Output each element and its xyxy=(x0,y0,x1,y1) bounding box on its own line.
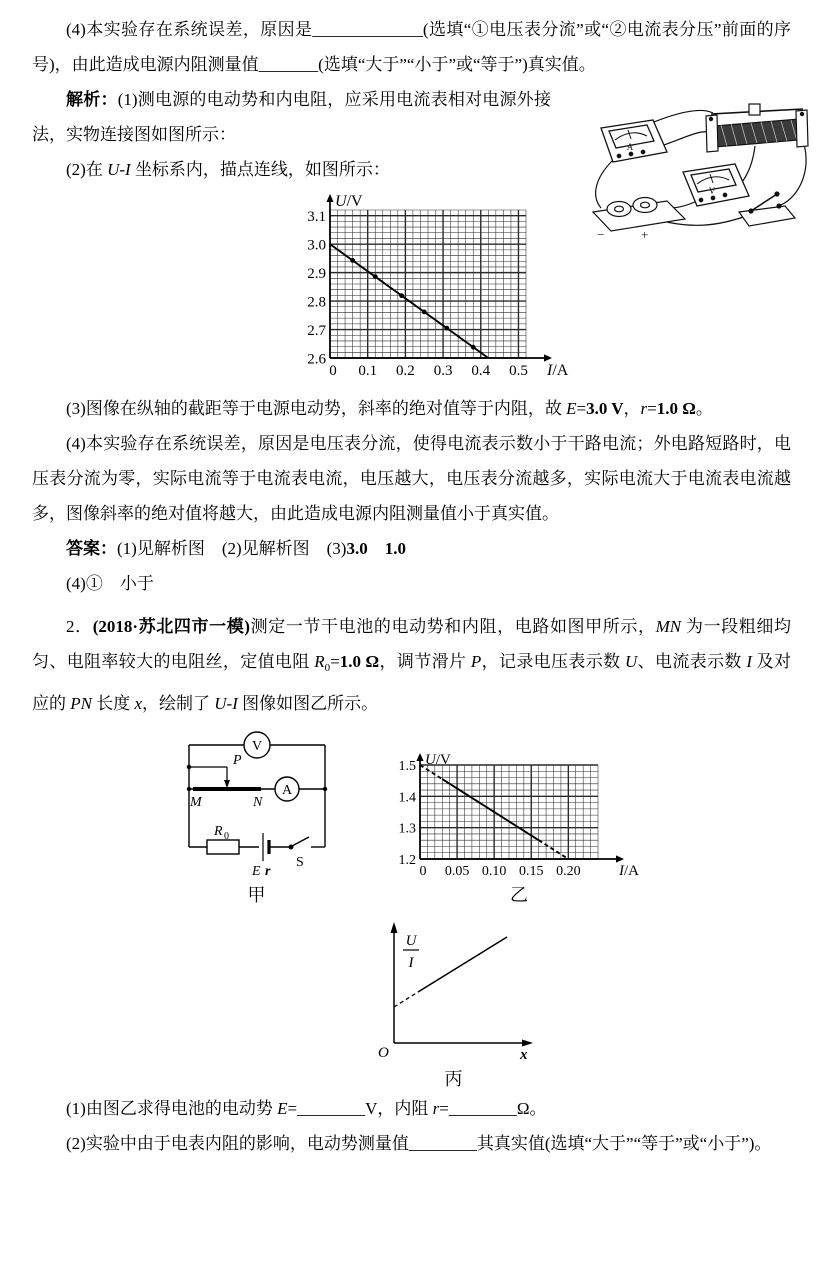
text-segment: 长度 xyxy=(91,694,135,713)
text-segment: (2)在 xyxy=(66,160,108,179)
text-segment: = xyxy=(330,652,340,671)
y-tick-label: 1.4 xyxy=(398,790,416,806)
ammeter-illustration xyxy=(601,120,667,162)
text-segment: 。 xyxy=(695,399,713,418)
text-segment: 及对应的 xyxy=(32,652,792,713)
x-axis-arrow xyxy=(522,1040,533,1047)
emf-label: E xyxy=(252,864,261,879)
caption-yi: 乙 xyxy=(510,885,528,905)
text-segment: (1)由图乙求得电池的电动势 xyxy=(66,1099,278,1118)
battery-minus-label: − xyxy=(597,227,605,240)
resistor-R0-symbol xyxy=(207,840,239,854)
internal-r-label: r xyxy=(265,864,271,879)
xlabel: x xyxy=(519,1047,527,1063)
rheostat-slider xyxy=(749,104,760,115)
terminal xyxy=(709,117,712,120)
x-axis-label: I/A xyxy=(546,362,568,379)
data-point xyxy=(444,326,449,331)
circuit-labels xyxy=(189,739,304,879)
text-segment: ，调节滑片 xyxy=(379,652,471,671)
text-segment: r xyxy=(432,1099,440,1118)
answer-line1 xyxy=(32,531,791,566)
x-tick-label: 0.2 xyxy=(395,363,415,379)
terminal xyxy=(723,193,726,196)
x-tick-label: 0.3 xyxy=(433,363,452,379)
switch-label: S xyxy=(296,855,304,870)
switch-knob xyxy=(775,192,779,196)
rheostat-illustration xyxy=(706,104,808,152)
y-tick-label: 1.5 xyxy=(398,759,416,775)
circuit-jia-svg xyxy=(169,729,344,881)
text-segment: MN xyxy=(655,617,682,636)
text-segment: 为一段粗细均匀、电阻率较大的电阻丝，定值电阻 xyxy=(32,617,792,671)
voltmeter-illustration xyxy=(683,164,749,206)
axes xyxy=(416,753,624,863)
figure-chart-bing xyxy=(344,915,564,1091)
text-segment: =________ xyxy=(439,1099,517,1118)
voltmeter-letter: V xyxy=(708,186,716,196)
switch-base xyxy=(739,206,795,226)
terminal xyxy=(617,154,620,157)
switch-post xyxy=(777,204,781,208)
x-tick-label: 0 xyxy=(419,864,427,879)
m-label: M xyxy=(190,795,202,810)
apparatus-photo-svg xyxy=(587,100,817,240)
text-segment: (1)测电源的电动势和内电阻，应采用电流表相对电源外接法，实物连接图如图所示： xyxy=(32,90,551,144)
y-tick-label: 1.3 xyxy=(398,821,416,837)
ammeter-letter: A xyxy=(626,142,634,152)
text-segment: ，绘制了 xyxy=(142,694,215,713)
text-segment: 2． xyxy=(66,617,93,636)
x-tick-label: 0.15 xyxy=(519,864,544,879)
voltmeter-label: V xyxy=(251,739,263,754)
terminal xyxy=(711,196,714,199)
text-segment: =________ xyxy=(287,1099,366,1118)
data-line-dashed xyxy=(394,992,418,1007)
question1-part4: (4)本实验存在系统误差，原因是_____________(选填“①电压表分流”或“②电流表分压”前面的序号)，由此造成电源内阻测量值_______(选填“大于”“小于”或“等于”)真实值。 xyxy=(32,20,791,74)
y-axis-label: U/V xyxy=(334,193,363,210)
x-tick-label: 0.4 xyxy=(470,363,490,379)
caption-bing: 丙 xyxy=(444,1069,463,1089)
tick-labels xyxy=(307,209,528,379)
r0-sub-label: 0 xyxy=(224,831,229,842)
data-point xyxy=(350,258,355,263)
answer-line2: (4)① 小于 xyxy=(66,574,154,593)
y-tick-label: 2.7 xyxy=(306,322,326,339)
text-segment: ， xyxy=(623,399,641,418)
ui-chart-1-svg xyxy=(284,192,584,388)
x-tick-label: 0 xyxy=(328,363,337,379)
text-segment: = xyxy=(647,399,657,418)
text-segment: 图像如图乙所示。 xyxy=(237,694,379,713)
slider-label: P xyxy=(233,753,242,768)
x-tick-label: 0.20 xyxy=(556,864,581,879)
text-segment: P xyxy=(470,652,482,671)
question2-part1 xyxy=(32,1091,791,1126)
text-segment: = xyxy=(576,399,587,418)
text-segment: ，记录电压表示数 xyxy=(481,652,626,671)
battery-plus-label: + xyxy=(641,227,649,240)
n-label: N xyxy=(253,795,263,810)
text-segment: 坐标系内，描点连线，如图所示： xyxy=(130,160,390,179)
switch-illustration xyxy=(739,192,795,226)
grid xyxy=(420,765,598,859)
text-segment: 答案： xyxy=(66,539,117,558)
ammeter-label: A xyxy=(281,783,293,798)
text-segment: U-I xyxy=(214,694,238,713)
y-axis-label: U/V xyxy=(425,752,451,768)
wire xyxy=(596,160,613,208)
y-axis-arrow xyxy=(390,922,397,933)
battery-cell-cap xyxy=(615,206,624,212)
x-tick-label: 0.5 xyxy=(508,363,528,379)
apparatus-photo xyxy=(587,100,817,240)
y-tick-label: 3.1 xyxy=(306,209,326,226)
terminal xyxy=(629,152,632,155)
chart-bing-svg xyxy=(344,915,564,1065)
analysis-intro xyxy=(32,82,551,152)
text-segment: (2018·苏北四市一模) xyxy=(92,617,250,636)
data-point xyxy=(372,274,377,279)
terminal xyxy=(800,112,803,115)
text-segment: (1)见解析图 (2)见解析图 (3) xyxy=(117,539,347,558)
battery-holder-illustration xyxy=(593,198,685,241)
text-segment: x xyxy=(134,694,143,713)
junction-dot xyxy=(187,787,191,791)
figure-chart-bing-wrap xyxy=(32,915,791,1091)
text-segment: PN xyxy=(70,694,92,713)
text-segment: I xyxy=(746,652,753,671)
grid xyxy=(330,210,526,358)
y-tick-label: 2.9 xyxy=(306,266,326,283)
ui-chart-2-svg xyxy=(384,751,654,881)
question2-intro xyxy=(32,609,791,721)
data-point xyxy=(399,293,404,298)
analysis-step4: (4)本实验存在系统误差，原因是电压表分流，使得电流表示数小于干路电流；外电路短路时，电压表分流为零，实际电流等于电流表电流，电压越大，电压表分流越多，实际电流大于电流表电流越多，图像斜率的绝对值将越大，由此造成电源内阻测量值小于真实值。 xyxy=(32,434,791,523)
text-segment: 1.0 Ω xyxy=(339,652,380,671)
analysis-step3 xyxy=(32,391,791,426)
y-tick-label: 1.2 xyxy=(398,853,416,869)
text-segment: 、电流表示数 xyxy=(637,652,747,671)
axis-labels xyxy=(335,193,569,379)
junction-dot xyxy=(323,787,327,791)
wire xyxy=(781,144,806,205)
text-segment: E xyxy=(566,399,577,418)
text-segment: 0 xyxy=(324,662,331,674)
figure-row xyxy=(32,729,791,907)
terminal xyxy=(641,150,644,153)
text-segment: r xyxy=(640,399,648,418)
junction-dot xyxy=(187,765,191,769)
x-tick-label: 0.10 xyxy=(481,864,507,879)
data-point xyxy=(421,309,426,314)
switch-lever xyxy=(292,837,309,846)
battery-cell-cap xyxy=(641,202,650,208)
figure-ui-chart-2 xyxy=(384,751,654,907)
text-segment: 解析： xyxy=(66,90,118,109)
text-segment: V，内阻 xyxy=(365,1099,433,1118)
origin-label: O xyxy=(377,1045,389,1061)
y-tick-label: 3.0 xyxy=(306,237,326,254)
x-axis-label: I/A xyxy=(619,863,639,879)
figure-circuit-jia xyxy=(169,729,344,907)
ylabel-numerator: U xyxy=(405,933,416,949)
caption-jia: 甲 xyxy=(247,885,266,905)
data-line-solid xyxy=(418,937,507,992)
question2-part2: (2)实验中由于电表内阻的影响，电动势测量值________其真实值(选填“大于”“等于”或“小于”)。 xyxy=(66,1134,772,1153)
ylabel-denominator: I xyxy=(408,955,413,971)
data-point xyxy=(470,345,475,350)
y-tick-label: 2.6 xyxy=(306,351,326,368)
text-segment: R xyxy=(314,652,325,671)
r0-label: R xyxy=(214,824,223,839)
x-tick-label: 0.1 xyxy=(357,363,377,379)
text-segment: (3)图像在纵轴的截距等于电源电动势，斜率的绝对值等于内阻，故 xyxy=(66,399,567,418)
slider-arrow-head xyxy=(224,780,230,788)
text-segment: Ω。 xyxy=(516,1099,547,1118)
y-tick-label: 2.8 xyxy=(306,294,326,311)
x-tick-label: 0.05 xyxy=(444,864,470,879)
text-segment: 测定一节干电池的电动势和内阻，电路如图甲所示， xyxy=(249,617,656,636)
terminal xyxy=(699,198,702,201)
text-segment: 3.0 V xyxy=(586,399,624,418)
text-segment: 3.0 1.0 xyxy=(346,539,406,558)
wire xyxy=(649,111,713,124)
text-segment: U xyxy=(625,652,638,671)
text-segment: E xyxy=(277,1099,288,1118)
text-segment: U-I xyxy=(107,160,131,179)
text-segment: 1.0 Ω xyxy=(656,399,696,418)
analysis-step2 xyxy=(32,152,551,187)
